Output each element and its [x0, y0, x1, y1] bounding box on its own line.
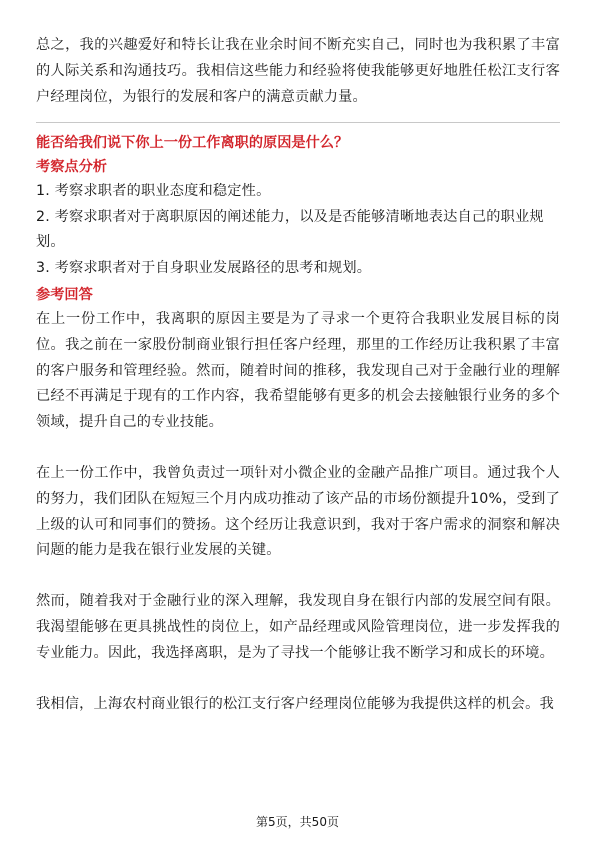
page-number-footer: 第5页，共50页: [256, 815, 339, 829]
analysis-item: 2. 考察求职者对于离职原因的阐述能力，以及是否能够清晰地表达自己的职业规划。: [36, 208, 544, 251]
analysis-heading: 考察点分析: [36, 159, 107, 176]
answer-heading: 参考回答: [36, 287, 93, 304]
analysis-item: 3. 考察求职者对于自身职业发展路径的思考和规划。: [36, 259, 372, 276]
answer-paragraph: 在上一份工作中，我曾负责过一项针对小微企业的金融产品推广项目。通过我个人的努力，我们团队在短短三个月内成功推动了该产品的市场份额提升10%，受到了上级的认可和同事们的赞扬。这个经历让我意识到，我对于客户需求的洞察和解决问题的能力是我在银行业发展的关键。: [36, 465, 560, 559]
document-page: [36, 33, 560, 717]
answer-paragraph: 然而，随着我对于金融行业的深入理解，我发现自身在银行内部的发展空间有限。我渴望能够在更具挑战性的岗位上，如产品经理或风险管理岗位，进一步发挥我的专业能力。因此，我选择离职，是为了寻找一个能够让我不断学习和成长的环境。: [36, 593, 560, 661]
answer-paragraph: 我相信，上海农村商业银行的松江支行客户经理岗位能够为我提供这样的机会。我: [36, 695, 554, 712]
analysis-item: 1. 考察求职者的职业态度和稳定性。: [36, 183, 271, 200]
intro-paragraph: 总之，我的兴趣爱好和特长让我在业余时间不断充实自己，同时也为我积累了丰富的人际关系和沟通技巧。我相信这些能力和经验将使我能够更好地胜任松江支行客户经理岗位，为银行的发展和客户的满意贡献力量。: [36, 37, 560, 105]
section-divider: [36, 122, 560, 123]
answer-paragraph: 在上一份工作中，我离职的原因主要是为了寻求一个更符合我职业发展目标的岗位。我之前在一家股份制商业银行担任客户经理，那里的工作经历让我积累了丰富的客户服务和管理经验。然而，随着时间的推移，我发现自己对于金融行业的理解已经不再满足于现有的工作内容，我希望能够有更多的机会去接触银行业务的多个领域，提升自己的专业技能。: [36, 311, 560, 431]
interview-question: 能否给我们说下你上一份工作离职的原因是什么？: [36, 135, 349, 152]
